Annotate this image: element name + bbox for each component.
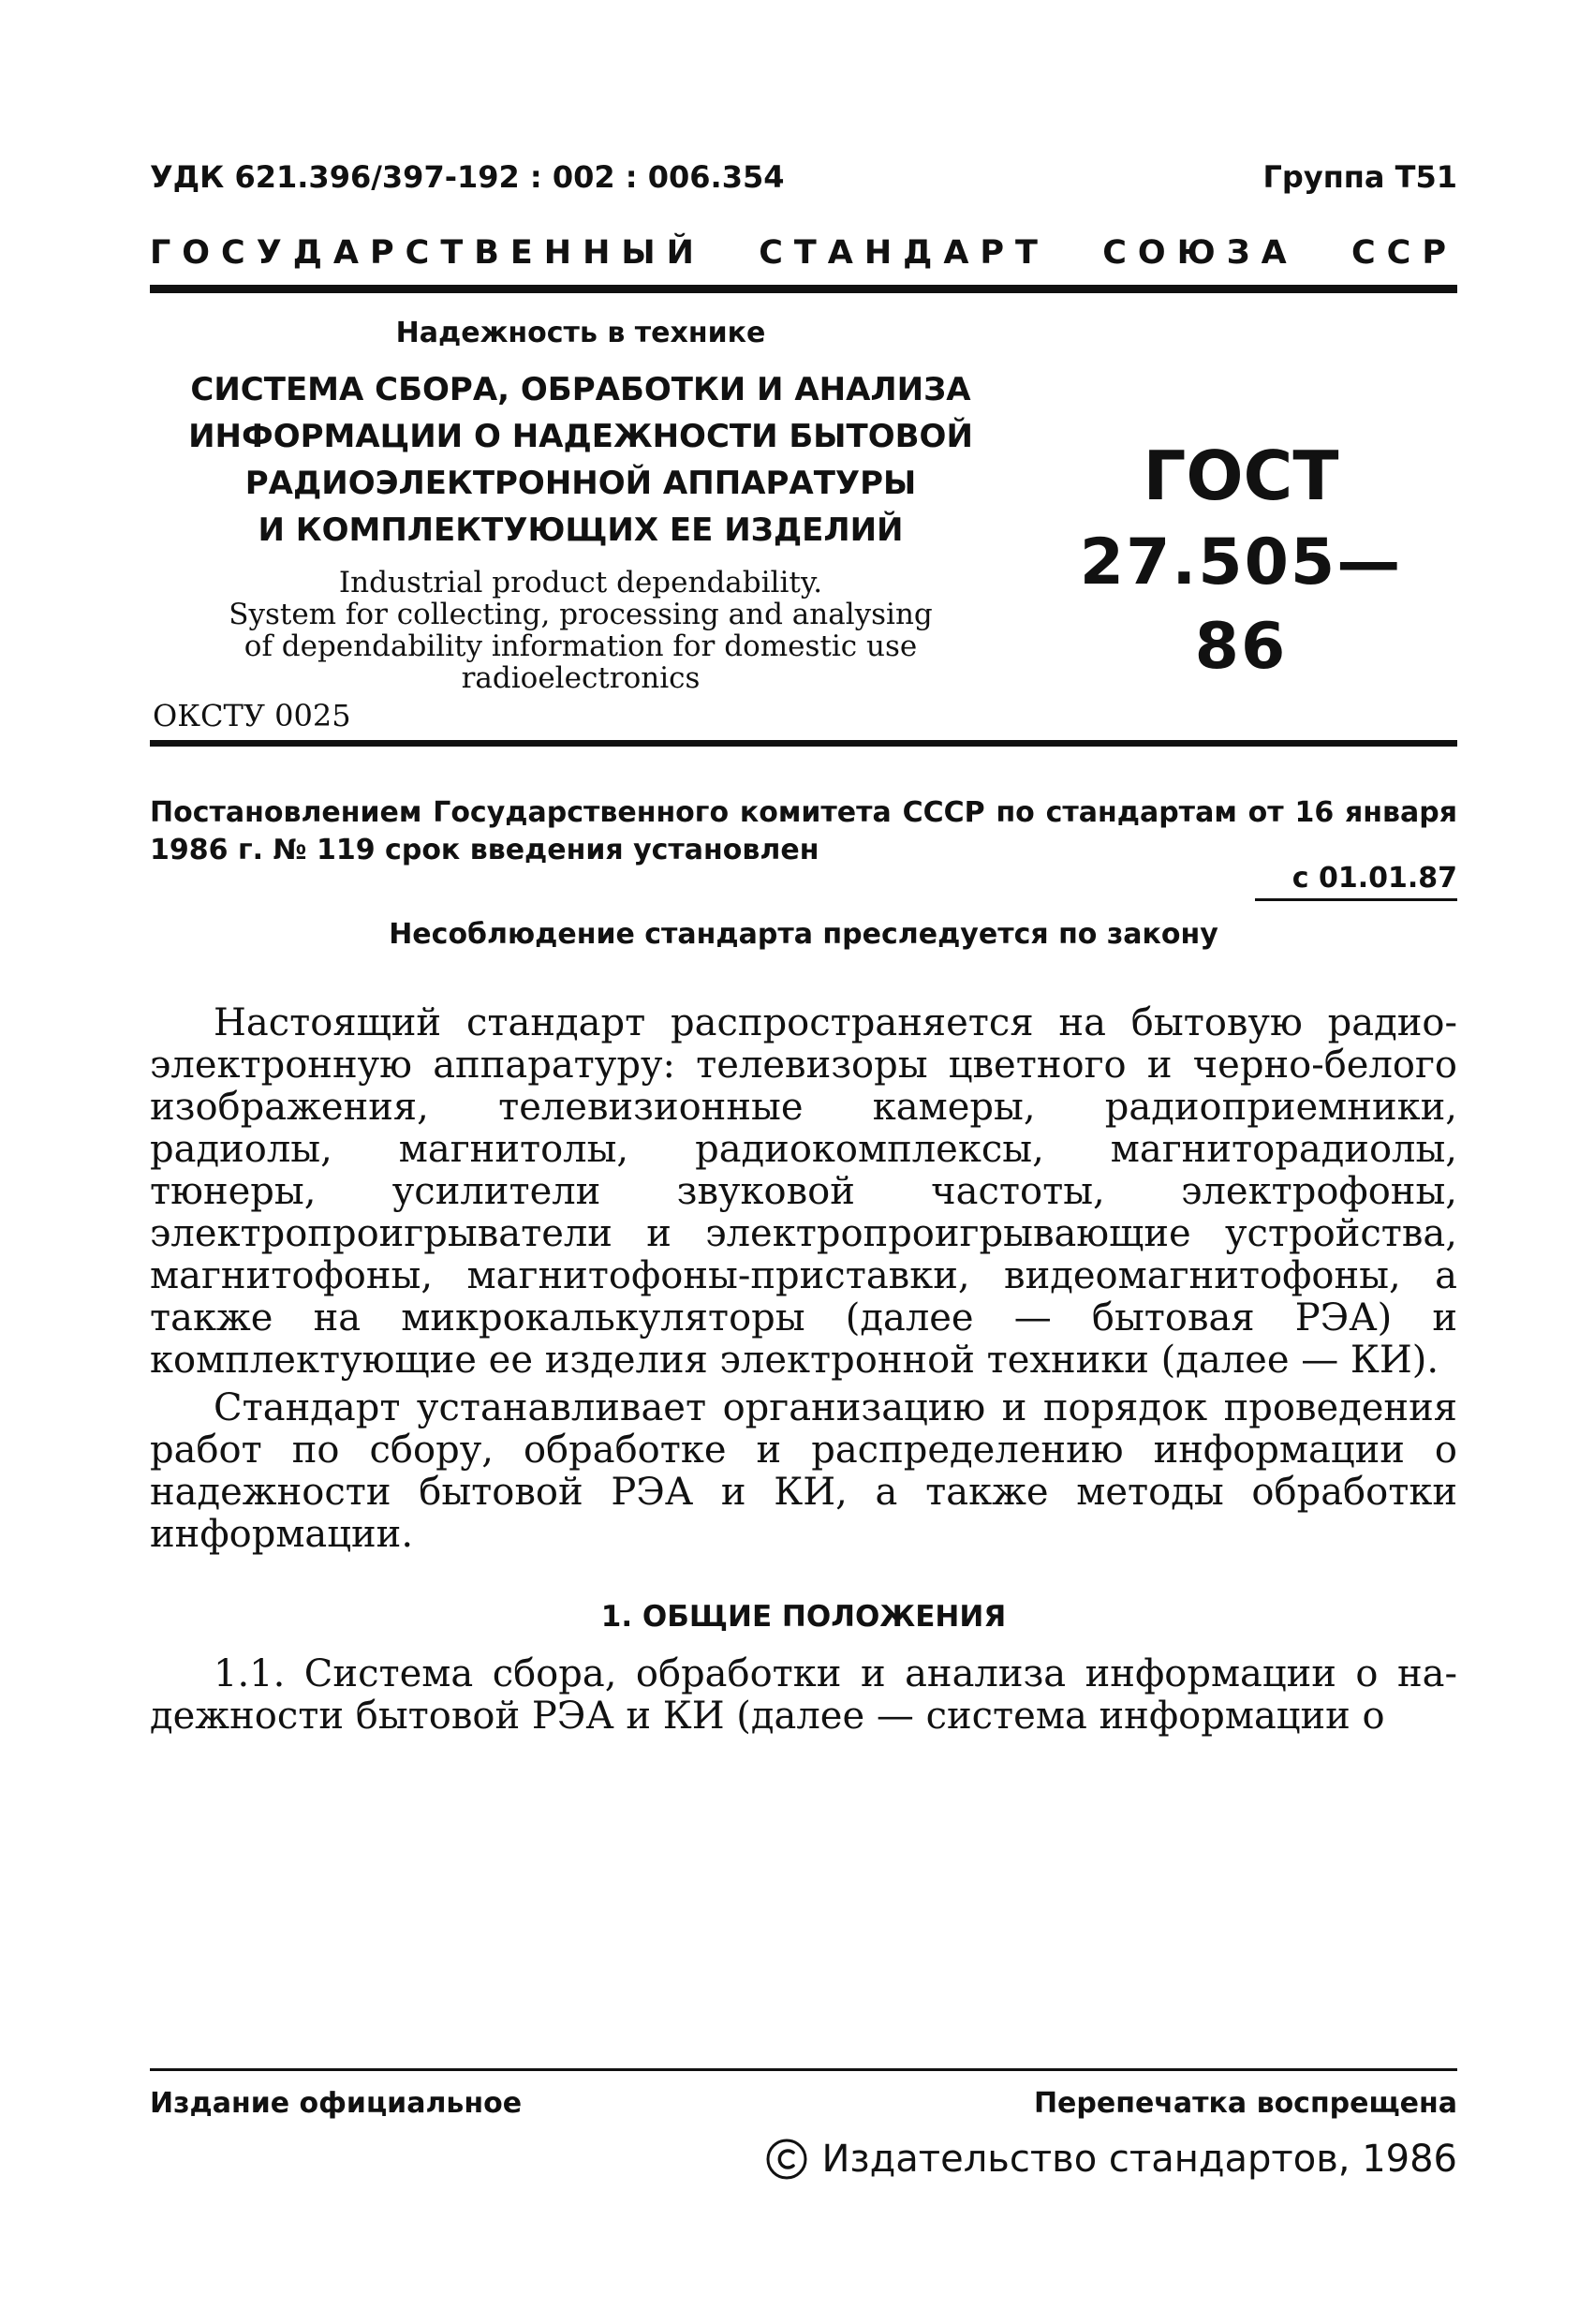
english-title-line: System for collecting, processing and analysing xyxy=(229,598,933,631)
body-text xyxy=(150,1002,1457,1562)
section-text xyxy=(150,1653,1457,1738)
section-paragraph: 1.1. Система сбора, обработки и анализа информации о надежности бытовой РЭА и КИ (далее — система информации о xyxy=(150,1652,1457,1738)
section-heading: 1. ОБЩИЕ ПОЛОЖЕНИЯ xyxy=(600,1600,1007,1634)
group-code: Группа Т51 xyxy=(1262,159,1457,195)
banner-word: СОЮЗА xyxy=(1102,234,1298,272)
banner-word: СТАНДАРТ xyxy=(759,234,1049,272)
title-main xyxy=(150,366,1011,554)
title-line: СИСТЕМА СБОРА, ОБРАБОТКИ И АНАЛИЗА xyxy=(190,371,971,408)
copyright-icon xyxy=(765,2138,808,2181)
decree-text: Постановлением Государственного комитета СССР по стандартам от 16 января 1986 г. № 119 срок введения установлен xyxy=(150,796,1457,866)
reprint-prohibited: Перепечатка воспрещена xyxy=(1033,2087,1457,2120)
gost-label: ГОСТ xyxy=(1143,437,1339,515)
law-notice: Несоблюдение стандарта преследуется по закону xyxy=(389,918,1218,951)
udk-code: УДК 621.396/397-192 : 002 : 006.354 xyxy=(150,159,785,195)
title-line: ИНФОРМАЦИИ О НАДЕЖНОСТИ БЫТОВОЙ xyxy=(188,418,973,455)
copyright-line xyxy=(765,2138,1457,2181)
gost-number: 27.505—86 xyxy=(1079,525,1403,684)
english-title-line: of dependability information for domestic use xyxy=(244,629,918,663)
title-line: И КОМПЛЕКТУЮЩИХ ЕЕ ИЗДЕЛИЙ xyxy=(258,511,904,549)
gost-designation xyxy=(1040,431,1442,689)
body-paragraph: Стандарт устанавливает организацию и порядок проведения работ по сбору, обработке и распределению информации о надежности бытовой РЭА и КИ, а также методы обработки информации. xyxy=(150,1386,1457,1556)
footer-rule xyxy=(150,2068,1457,2071)
banner-word: ССР xyxy=(1350,234,1457,272)
copyright-text: Издательство стандартов, 1986 xyxy=(821,2138,1457,2181)
body-paragraph: Настоящий стандарт распространяется на бытовую радиоэлектронную аппаратуру: телевизоры цветного и черно-белого изображения, телевизионные камеры, радиоприемники, радиолы, магнитолы, радиокомплексы, магниторадиолы, тюнеры, усилители звуковой частоты, электрофоны, электропроигрыватели и электропроигрывающие устройства, магнитофоны, магнитофоны-приставки, видеомагнитофоны, а также на микрокалькуляторы (далее — бытовая РЭА) и комплектующие ее изделия электронной техники (далее — КИ). xyxy=(150,1001,1457,1382)
banner-word: ГОСУДАРСТВЕННЫЙ xyxy=(150,234,705,272)
header-rule xyxy=(150,285,1457,293)
title-subtitle: Надежность в технике xyxy=(395,317,766,349)
title-block xyxy=(150,317,1011,694)
official-edition: Издание официальное xyxy=(150,2087,523,2120)
title-bottom-rule xyxy=(150,740,1457,747)
english-title xyxy=(150,567,1011,694)
state-standard-banner xyxy=(150,234,1457,272)
effective-date: с 01.01.87 xyxy=(1255,862,1457,901)
english-title-line: radioelectronics xyxy=(461,661,701,695)
english-title-line: Industrial product dependability. xyxy=(338,566,823,600)
oksty-code: ОКСТУ 0025 xyxy=(153,698,351,733)
title-line: РАДИОЭЛЕКТРОННОЙ АППАРАТУРЫ xyxy=(244,465,917,502)
